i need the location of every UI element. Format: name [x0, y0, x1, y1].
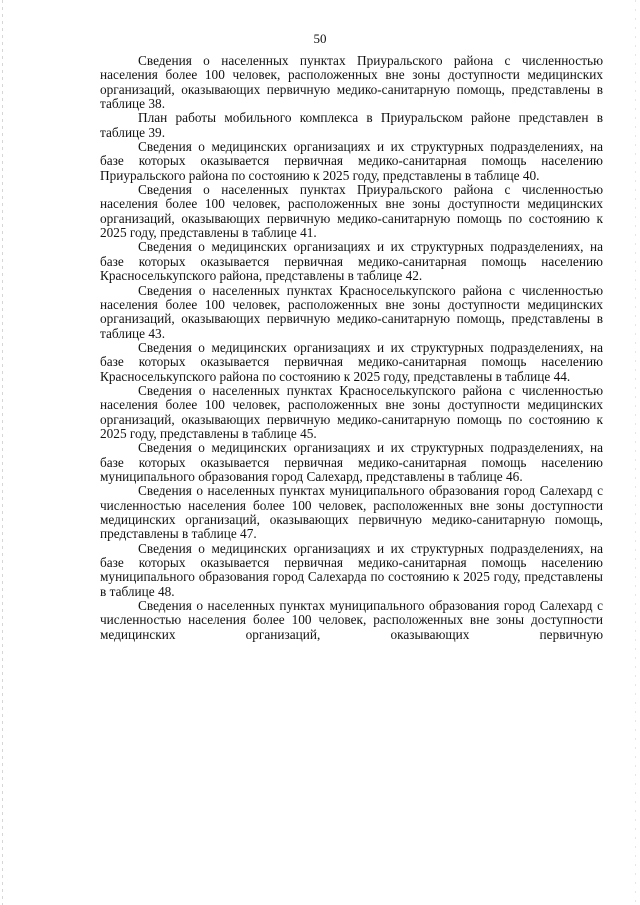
paragraph: Сведения о медицинских организациях и их структурных подразделениях, на базе которых оказывается первичная медико-санитарная помощь населению Красноселькупского района, представлены в таблице 42. — [100, 239, 603, 284]
paragraph: План работы мобильного комплекса в Приуральском районе представлен в таблице 39. — [100, 110, 603, 140]
paragraph: Сведения о населенных пунктах Красноселькупского района с численностью населения более 100 человек, расположенных вне зоны доступности медицинских организаций, оказывающих первичную медико-санитарную помощь, представлены в таблице 43. — [100, 282, 603, 341]
paragraph: Сведения о медицинских организациях и их структурных подразделениях, на базе которых оказывается первичная медико-санитарная помощь населению Приуральского района по состоянию к 2025 году, представлены в таблице 40. — [100, 139, 603, 183]
scan-edge-right — [635, 0, 636, 905]
paragraph: Сведения о медицинских организациях и их структурных подразделениях, на базе которых оказывается первичная медико-санитарная помощь населению муниципального образования город Салехарда по состоянию к 2025 году, представлены в таблице 48. — [100, 540, 603, 599]
body-text — [100, 54, 603, 642]
paragraph: Сведения о населенных пунктах Красноселькупского района с численностью населения более 100 человек, расположенных вне зоны доступности медицинских организаций, оказывающих первичную медико-санитарную помощь по состоянию к 2025 году, представлены в таблице 45. — [100, 382, 603, 441]
scan-edge-left — [2, 0, 3, 905]
paragraph: Сведения о населенных пунктах Приуральского района с численностью населения более 100 человек, расположенных вне зоны доступности медицинских организаций, оказывающих первичную медико-санитарную помощь по состоянию к 2025 году, представлены в таблице 41. — [100, 182, 603, 241]
paragraph: Сведения о населенных пунктах муниципального образования город Салехард с численностью населения более 100 человек, расположенных вне зоны доступности медицинских организаций, оказывающих первичную — [100, 598, 603, 642]
paragraph: Сведения о медицинских организациях и их структурных подразделениях, на базе которых оказывается первичная медико-санитарная помощь населению муниципального образования город Салехард, представлены в таблице 46. — [100, 440, 603, 484]
page-number: 50 — [313, 31, 327, 46]
paragraph: Сведения о медицинских организациях и их структурных подразделениях, на базе которых оказывается первичная медико-санитарная помощь населению Красноселькупского района по состоянию к 2025 году, представлены в таблице 44. — [100, 339, 603, 384]
paragraph: Сведения о населенных пунктах Приуральского района с численностью населения более 100 человек, расположенных вне зоны доступности медицинских организаций, оказывающих первичную медико-санитарную помощь, представлены в таблице 38. — [100, 53, 603, 112]
paragraph: Сведения о населенных пунктах муниципального образования город Салехард с численностью населения более 100 человек, расположенных вне зоны доступности медицинских организаций, оказывающих первичную медико-санитарную помощь, представлены в таблице 47. — [100, 483, 603, 542]
